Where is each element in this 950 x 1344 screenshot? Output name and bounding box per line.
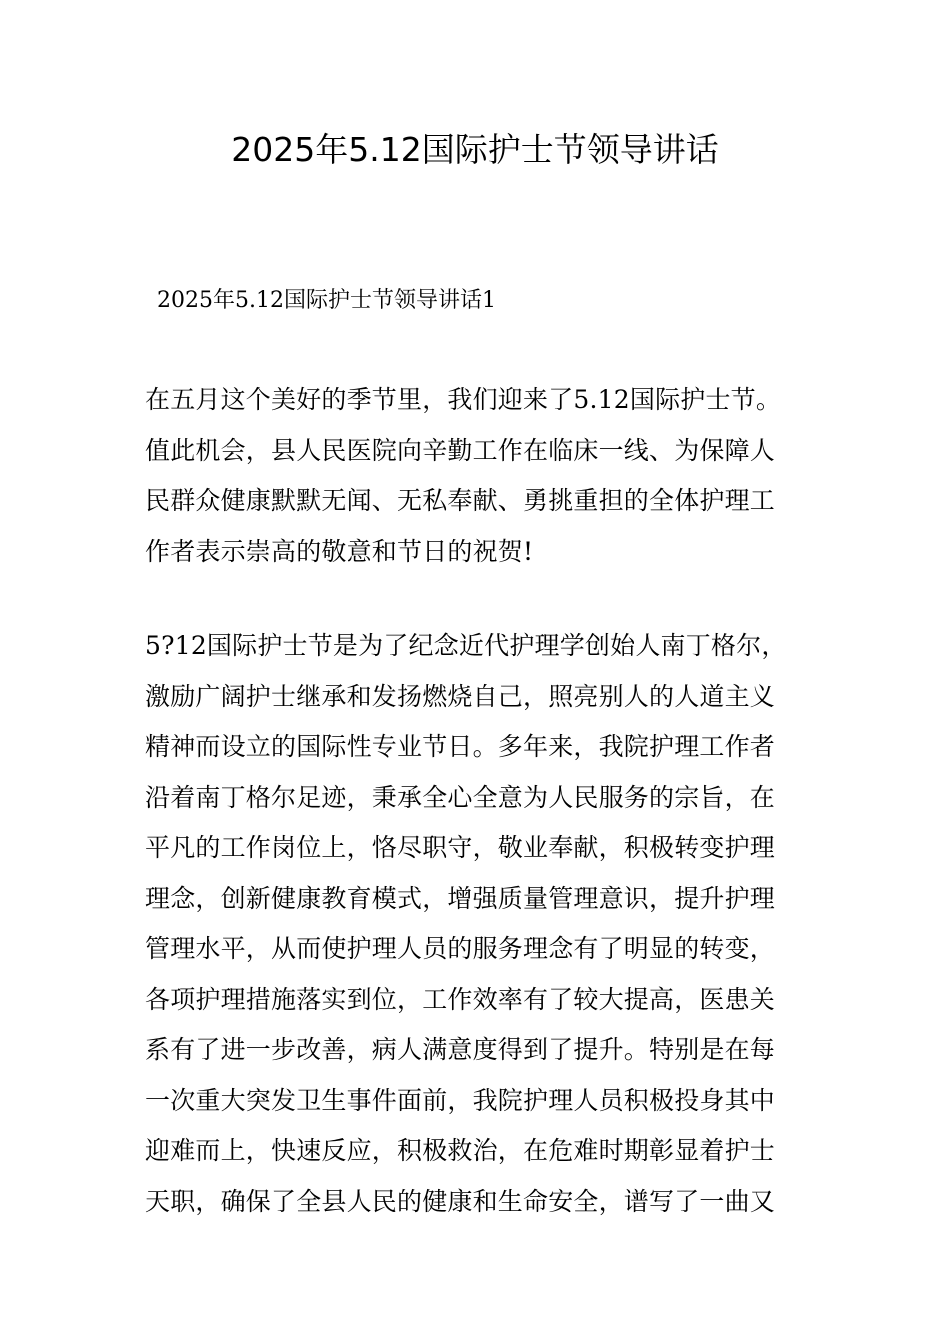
paragraph-line: 值此机会，县人民医院向辛勤工作在临床一线、为保障人	[145, 435, 776, 465]
paragraph-line: 管理水平，从而使护理人员的服务理念有了明显的转变，	[145, 934, 776, 963]
paragraph-line: 激励广阔护士继承和发扬燃烧自己，照亮别人的人道主义	[145, 681, 776, 711]
paragraph-line: 迎难而上，快速反应，积极救治，在危难时期彰显着护士	[145, 1136, 776, 1165]
paragraph-line: 各项护理措施落实到位，工作效率有了较大提高，医患关	[145, 984, 776, 1014]
paragraph-line: 沿着南丁格尔足迹，秉承全心全意为人民服务的宗旨，在	[145, 782, 776, 812]
document-title: 2025年5.12国际护士节领导讲话	[231, 130, 719, 169]
paragraph-2	[145, 621, 815, 1227]
paragraph-line: 天职，确保了全县人民的健康和生命安全，谱写了一曲又	[145, 1186, 776, 1216]
paragraph-line: 系有了进一步改善，病人满意度得到了提升。特别是在每	[145, 1035, 776, 1064]
paragraph-line: 理念，创新健康教育模式，增强质量管理意识，提升护理	[145, 883, 776, 913]
section-heading: 2025年5.12国际护士节领导讲话1	[157, 288, 496, 313]
paragraph-line: 民群众健康默默无闻、无私奉献、勇挑重担的全体护理工	[145, 486, 776, 515]
paragraph-line: 精神而设立的国际性专业节日。多年来，我院护理工作者	[145, 732, 776, 761]
paragraph-line: 平凡的工作岗位上，恪尽职守，敬业奉献，积极转变护理	[145, 833, 776, 862]
paragraph-line: 一次重大突发卫生事件面前，我院护理人员积极投身其中	[145, 1085, 776, 1115]
paragraph-1	[145, 375, 815, 577]
paragraph-line: 5?12国际护士节是为了纪念近代护理学创始人南丁格尔，	[145, 631, 787, 660]
paragraph-line: 在五月这个美好的季节里，我们迎来了5.12国际护士节。	[145, 385, 782, 414]
paragraph-line: 作者表示崇高的敬意和节日的祝贺!	[145, 536, 534, 566]
